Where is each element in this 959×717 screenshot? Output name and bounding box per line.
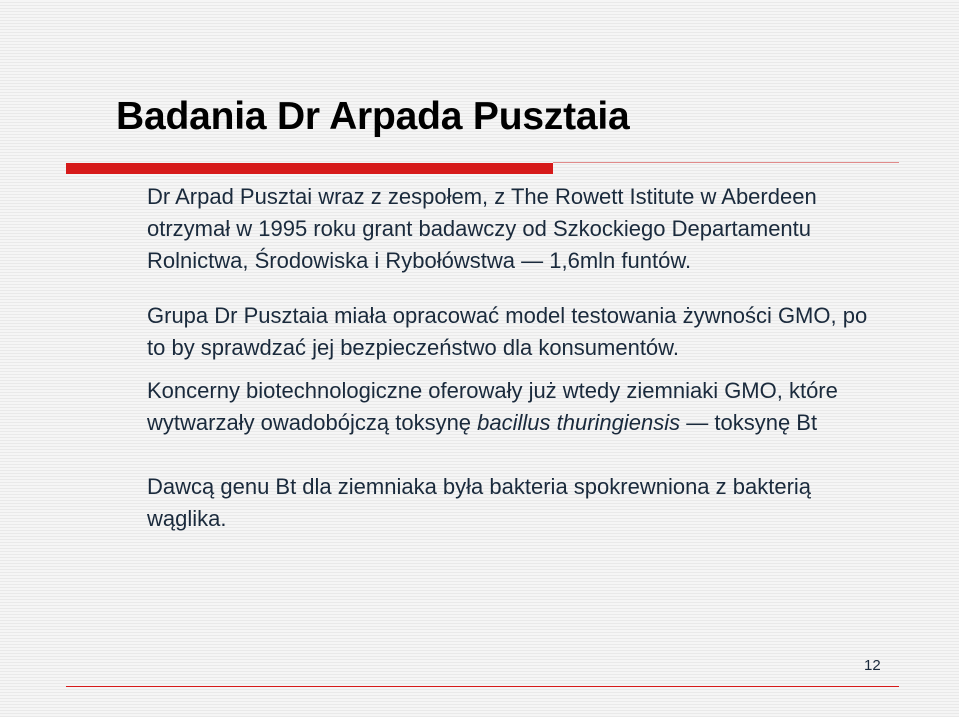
paragraph-gmo-model: Grupa Dr Pusztaia miała opracować model testowania żywności GMO, po to by sprawdzać jej bezpieczeństwo dla konsumentów. <box>147 303 868 360</box>
title-underline-accent <box>66 163 553 174</box>
footer-rule <box>66 686 899 687</box>
paragraph-grant: Dr Arpad Pusztai wraz z zespołem, z The Rowett Istitute w Aberdeen otrzymał w 1995 roku grant badawczy od Szkockiego Departamentu Rolnictwa, Środowiska i Rybołówstwa — 1,6mln funtów. <box>147 184 817 273</box>
paragraph-bt-toxin <box>147 375 887 439</box>
bacillus-name: bacillus thuringiensis <box>477 410 681 435</box>
title-underline-thin <box>553 162 899 163</box>
bt-toxin-text-end: — toksynę Bt <box>680 410 818 435</box>
page-number: 12 <box>864 657 881 674</box>
slide-body <box>147 181 887 535</box>
slide-title: Badania Dr Arpada Pusztaia <box>116 95 630 138</box>
bt-toxin-text-start: Koncerny biotechnologiczne oferowały już wtedy ziemniaki GMO, które wytwarzały owadobójczą toksynę <box>147 378 838 435</box>
paragraph-gene-donor: Dawcą genu Bt dla ziemniaka była bakteria spokrewniona z bakterią wąglika. <box>147 474 812 531</box>
